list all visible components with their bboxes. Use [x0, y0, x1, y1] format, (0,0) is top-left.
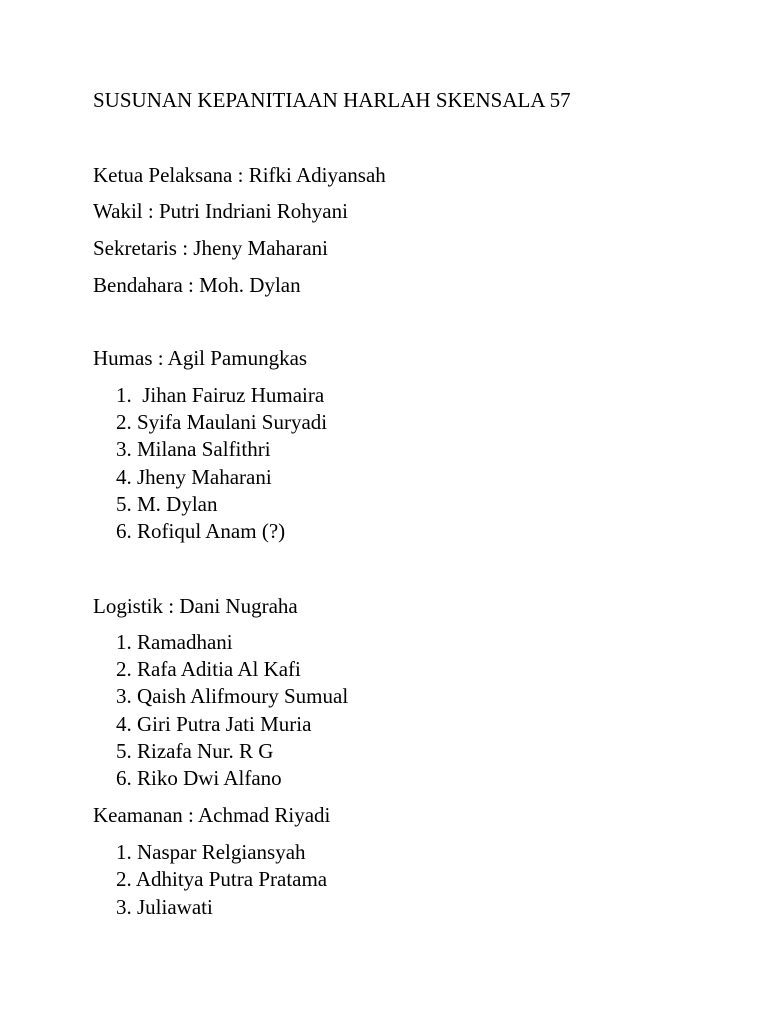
list-item: 2. Adhitya Putra Pratama [116, 867, 328, 891]
list-item: 2. Rafa Aditia Al Kafi [116, 657, 301, 681]
list-item: 2. Syifa Maulani Suryadi [116, 410, 328, 434]
section-heading-logistik: Logistik : Dani Nugraha [93, 594, 298, 618]
list-item: 6. Riko Dwi Alfano [116, 766, 282, 790]
list-item: 6. Rofiqul Anam (?) [116, 519, 286, 543]
document-title: SUSUNAN KEPANITIAAN HARLAH SKENSALA 57 [93, 88, 571, 112]
list-item: 1. Ramadhani [116, 630, 233, 654]
officer-bendahara: Bendahara : Moh. Dylan [93, 273, 301, 297]
officer-wakil: Wakil : Putri Indriani Rohyani [93, 199, 348, 223]
section-heading-humas: Humas : Agil Pamungkas [93, 346, 308, 370]
list-item: 5. M. Dylan [116, 492, 218, 516]
officer-ketua: Ketua Pelaksana : Rifki Adiyansah [93, 163, 386, 187]
list-item: 4. Jheny Maharani [116, 465, 272, 489]
list-item: 1. Jihan Fairuz Humaira [116, 383, 325, 407]
officer-sekretaris: Sekretaris : Jheny Maharani [93, 236, 329, 260]
list-item: 5. Rizafa Nur. R G [116, 739, 274, 763]
list-item: 4. Giri Putra Jati Muria [116, 712, 312, 736]
list-item: 3. Juliawati [116, 895, 213, 919]
section-heading-keamanan: Keamanan : Achmad Riyadi [93, 803, 331, 827]
list-item: 3. Milana Salfithri [116, 437, 271, 461]
list-item: 3. Qaish Alifmoury Sumual [116, 684, 349, 708]
list-item: 1. Naspar Relgiansyah [116, 840, 306, 864]
